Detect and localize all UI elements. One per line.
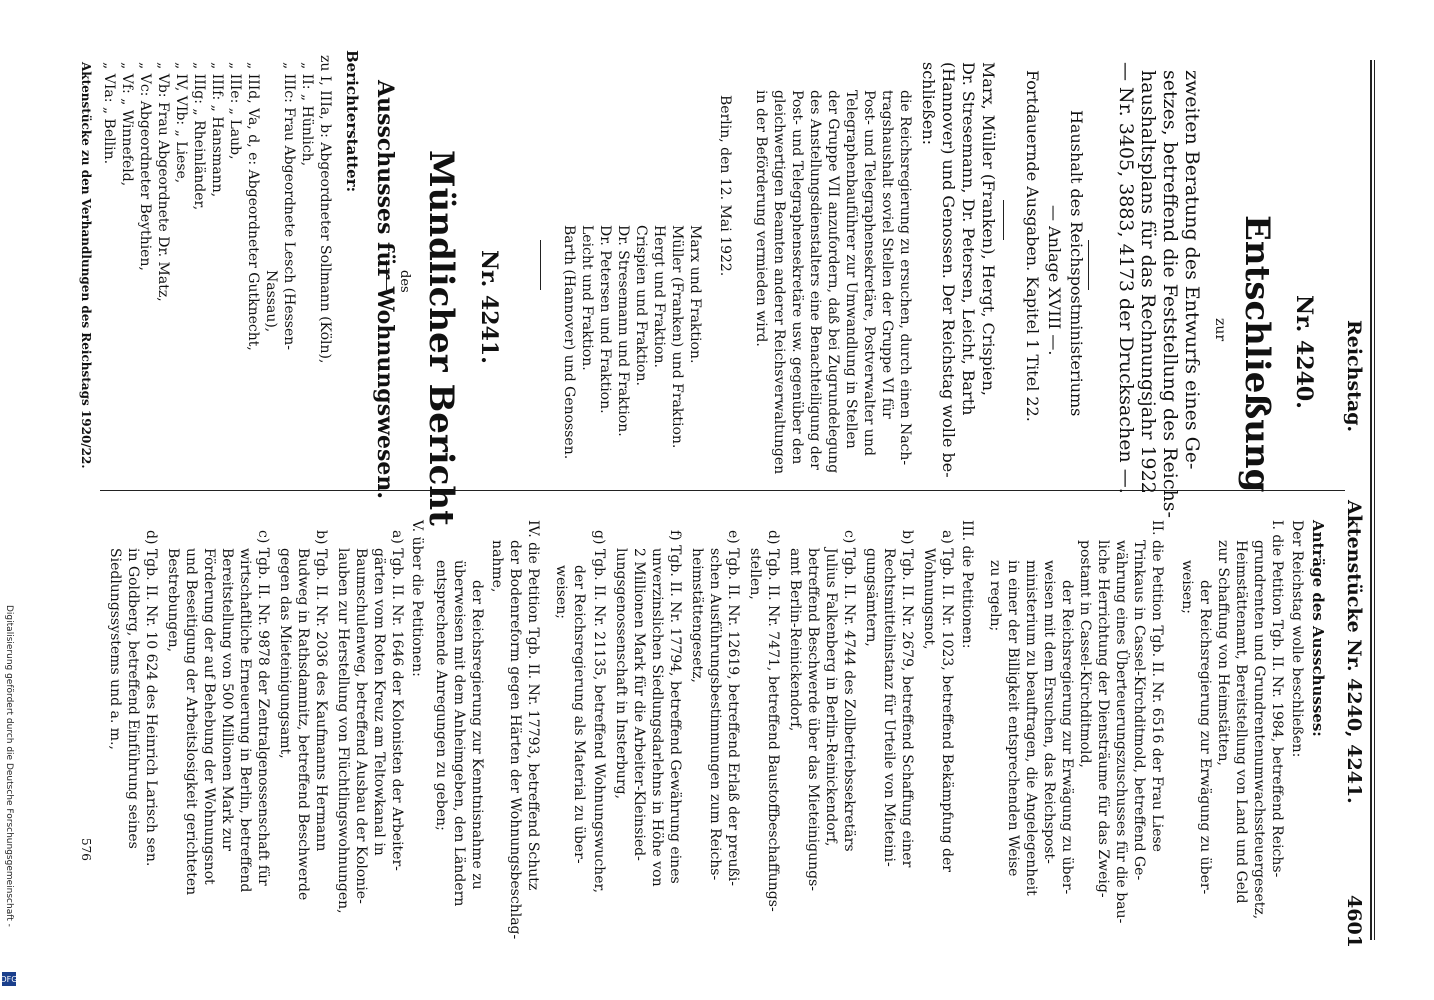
- left-column-line: Nr. 4240.: [1291, 295, 1317, 409]
- right-column-line: der Reichsregierung als Material zu über-: [571, 565, 587, 864]
- right-column-line: b) Tgb. II. Nr. 2036 des Kaufmanns Hermann: [313, 530, 329, 852]
- right-column-line: a) Tgb. II. Nr. 1646 der Kolonisten der Arbeiter-: [389, 530, 405, 871]
- left-column-line: Entschließung: [1237, 215, 1277, 493]
- right-column-line: und Beseitigung der Arbeitslosigkeit gerichteten: [183, 548, 199, 896]
- right-column-line: I. die Petition Tgb. II. Nr. 1984, betreffend Reichs-: [1269, 520, 1285, 878]
- left-column-line: „ IIIc: Frau Abgeordnete Lesch (Hessen-: [281, 62, 297, 351]
- left-column-line: tragshaushalt soviel Stellen der Gruppe VI für: [879, 90, 895, 419]
- left-column-line: „ Vf: „ Winnefeld,: [119, 62, 135, 187]
- left-column-line: der Gruppe VII anzufordern, daß bei Zugrundelegung: [825, 90, 841, 474]
- right-column-line: der Reichsregierung zur Kenntnisnahme zu: [469, 580, 485, 890]
- right-column-line: stellen,: [747, 548, 763, 600]
- right-column-line: II. die Petition Tgb. II. Nr. 6516 der Frau Liese: [1149, 520, 1165, 852]
- left-column-line: Leicht und Fraktion.: [579, 225, 595, 371]
- left-column-line: Nassau),: [263, 270, 279, 333]
- right-column-line: 2 Millionen Mark für die Arbeiter-Kleinsied-: [631, 548, 647, 861]
- right-column-line: Der Reichstag wolle beschließen:: [1289, 520, 1305, 758]
- left-column-line: Hergt und Fraktion.: [651, 225, 667, 368]
- left-column-line: gleichwertigen Beamten anderer Reichsverwaltungen: [771, 90, 787, 475]
- right-column-line: g) Tgb. II. Nr. 21135, betreffend Wohnungswucher,: [591, 530, 607, 894]
- right-column-line: entsprechende Anregungen zu geben;: [433, 560, 449, 831]
- right-column-line: III. die Petitionen:: [959, 520, 975, 649]
- right-column-line: der Reichsregierung zur Erwägung zu über-: [1197, 580, 1213, 895]
- left-column-line: Fortdauernde Ausgaben. Kapitel 1 Titel 22.: [1023, 70, 1042, 422]
- left-column-line: „ VIa: „ Bellin.: [101, 62, 117, 165]
- right-column-line: Rechtsmittelinstanz für Urteile von Mieteini-: [881, 548, 897, 867]
- right-column-line: Förderung der auf Behebung der Wohnungsnot: [201, 548, 217, 885]
- left-column-line: „ IIIf: „ Hansmann,: [209, 62, 225, 198]
- right-column-line: Bestrebungen,: [165, 548, 181, 653]
- right-column-line: Julius Falkenberg in Berlin-Reinickendorf,: [823, 548, 839, 847]
- right-column-line: zur Schaffung von Heimstätten,: [1215, 540, 1231, 766]
- right-column-line: in Goldberg, betreffend Einführung seines: [125, 548, 141, 849]
- right-column-line: in einer der Billigkeit entsprechenden Weise: [1005, 560, 1021, 877]
- left-column-line: des Anstellungsdienstalters eine Benachteiligung der: [807, 90, 823, 470]
- right-column-line: Anträge des Ausschusses:: [1309, 520, 1327, 737]
- left-column-line: Dr. Petersen und Fraktion.: [597, 225, 613, 414]
- right-column-line: lungsgenossenschaft in Insterburg,: [613, 548, 629, 800]
- right-column-line: betreffend Beschwerde über das Mieteinigungs-: [805, 548, 821, 891]
- left-column-line: Marx und Fraktion.: [687, 225, 703, 364]
- left-column-line: Dr. Stresemann und Fraktion.: [615, 225, 631, 437]
- right-column-line: gungsämtern,: [863, 548, 879, 647]
- left-column-line: „ IIId, Va, d, e: Abgeordneter Gutknecht,: [245, 62, 261, 351]
- left-column-line: „ IV, VIb: „ Liese,: [173, 62, 189, 184]
- left-column-line: — Nr. 3405, 3883, 4173 der Drucksachen —.: [1115, 62, 1137, 494]
- left-column-line: Ausschusses für Wohnungswesen.: [372, 80, 398, 500]
- right-column-line: V. über die Petitionen:: [409, 520, 425, 677]
- right-column-line: währung eines Überteuerungszuschusses für die bau-: [1113, 540, 1129, 924]
- left-column-line: setzes, betreffend die Feststellung des Reichs-: [1159, 70, 1181, 518]
- right-column-line: 576: [79, 838, 93, 861]
- right-column-line: Bereitstellung von 500 Millionen Mark zur: [219, 548, 235, 851]
- left-column-line: Marx, Müller (Franken), Hergt, Crispien,: [979, 62, 998, 396]
- left-column-line: Müller (Franken) und Fraktion.: [669, 225, 685, 449]
- right-column-line: f) Tgb. II. Nr. 17794, betreffend Gewährung eines: [667, 530, 683, 884]
- left-column-line: Berichterstatter:: [343, 50, 361, 193]
- digitization-credit: Digitalisierung gefördert durch die Deutsche Forschungsgemeinschaft -: [4, 605, 14, 927]
- left-column-line: Barth (Hannover) und Genossen.: [561, 225, 577, 460]
- left-column-line: Crispien und Fraktion.: [633, 225, 649, 386]
- left-column-line: Dr. Stresemann, Dr. Petersen, Leicht, Barth: [959, 62, 978, 416]
- left-column-line: zu I, IIIa, b: Abgeordneter Sollmann (Köln),: [317, 55, 333, 364]
- right-column-line: nahme,: [489, 540, 505, 593]
- left-column-line: — Anlage XVIII —.: [1045, 205, 1064, 356]
- section-rule-3: [540, 240, 541, 290]
- left-column-line: in der Beförderung vermieden wird.: [753, 90, 769, 347]
- right-column-line: grundrenten und Grundrentenumwachssteuergesetz,: [1251, 540, 1267, 920]
- right-column-line: schen Ausführungsbestimmungen zum Reichs-: [707, 548, 723, 881]
- right-column-line: IV. die Petition Tgb. II. Nr. 17793, betreffend Schutz: [525, 520, 541, 891]
- right-column-line: a) Tgb. II. Nr. 1023, betreffend Bekämpfung der: [939, 530, 955, 872]
- right-column-line: zu regeln;: [987, 560, 1003, 632]
- right-column-line: Budweg in Rathsdamnitz, betreffend Beschwerde: [295, 548, 311, 901]
- right-column-line: Trinkaus in Cassel-Kirchditmold, betreffend Ge-: [1131, 540, 1147, 881]
- right-column-line: c) Tgb. II. Nr. 4744 des Zollbetriebssekretärs: [841, 530, 857, 852]
- header-rule-thin: [1374, 60, 1375, 940]
- left-column-line: Nr. 4241.: [476, 250, 502, 364]
- left-column-line: „ II: „ Hünlich,: [299, 62, 315, 167]
- right-column-line: gegen das Mieteinigungsamt,: [277, 548, 293, 759]
- right-column-line: d) Tgb. II. Nr. 10 624 des Heinrich Larisch sen.: [143, 530, 159, 867]
- left-column-line: die Reichsregierung zu ersuchen, durch einen Nach-: [897, 90, 913, 466]
- left-column-line: haushaltsplans für das Rechnungsjahr 1922: [1137, 70, 1159, 494]
- right-column-line: weisen;: [553, 565, 569, 619]
- left-column-line: „ Vb: Frau Abgeordnete Dr. Matz,: [155, 62, 171, 302]
- right-column-line: ministerium zu beauftragen, die Angelegenheit: [1023, 560, 1039, 896]
- left-column-line: „ IIIg: „ Rheinländer,: [191, 62, 207, 211]
- left-column-line: Berlin, den 12. Mai 1922.: [717, 95, 733, 277]
- left-column-line: Mündlicher Bericht: [421, 150, 461, 526]
- left-column-line: zur: [1212, 318, 1228, 342]
- right-column-line: amt Berlin-Reinickendorf,: [787, 548, 803, 732]
- right-column-line: d) Tgb. II. Nr. 7471, betreffend Baustoffbeschaffungs-: [765, 530, 781, 912]
- left-column-line: des: [397, 270, 412, 293]
- right-column-line: der Bodenreform gegen Härten der Wohnungsbeschlag-: [507, 540, 523, 940]
- right-column-line: b) Tgb. II. Nr. 2679, betreffend Schaffung einer: [899, 530, 915, 868]
- section-rule-1: [1088, 240, 1089, 290]
- right-column-line: überweisen mit dem Anheimgeben, den Ländern: [451, 560, 467, 907]
- left-column-line: schließen:: [919, 62, 938, 146]
- left-column-line: Telegraphenbauführer zur Umwandlung in Stellen: [843, 90, 859, 449]
- right-column-line: e) Tgb. II. Nr. 12619, betreffend Erlaß der preußi-: [725, 530, 741, 887]
- section-rule-2: [1003, 200, 1004, 240]
- right-column-line: Heimstättenamt, Bereitstellung von Land und Geld: [1233, 540, 1249, 904]
- header-rule: [1370, 60, 1372, 940]
- right-column-line: unverzinslichen Siedlungsdarlehns in Höhe von: [649, 548, 665, 887]
- dfg-logo: DFG: [2, 972, 16, 986]
- right-column-line: weisen mit dem Ersuchen, das Reichspost-: [1041, 560, 1057, 864]
- right-column-line: Wohnungsnot,: [921, 548, 937, 650]
- right-column-line: liche Herrichtung der Diensträume für das Zweig-: [1095, 540, 1111, 898]
- left-column-line: zweiten Beratung des Entwurfs eines Ge-: [1181, 70, 1203, 470]
- left-column-line: Post- und Telegraphensekretäre, Postverwalter und: [861, 90, 877, 456]
- running-head-left: Reichstag.: [1343, 320, 1365, 433]
- page-number: 4601: [1343, 895, 1365, 948]
- left-column-line: Post- und Telegraphensekretäre usw. gegenüber den: [789, 90, 805, 465]
- left-column-line: Haushalt des Reichspostministeriums: [1067, 110, 1086, 417]
- left-column-line: Aktenstücke zu den Verhandlungen des Reichstags 1920/22.: [79, 62, 93, 469]
- right-column-line: gärten vom Roten Kreuz am Teltowkanal in: [371, 548, 387, 856]
- left-column-line: „ Vc: Abgeordneter Beythien,: [137, 62, 153, 271]
- right-column-line: lauben zur Herstellung von Flüchtlingswohnungen,: [335, 548, 351, 914]
- left-column-line: (Hannover) und Genossen. Der Reichstag wolle be-: [939, 62, 958, 478]
- right-column-line: c) Tgb. II. Nr. 9878 der Zentralgenossenschaft für: [255, 530, 271, 886]
- right-column-line: postamt in Cassel-Kirchditmold,: [1077, 540, 1093, 768]
- running-head-center: Aktenstücke Nr. 4240, 4241.: [1343, 500, 1365, 804]
- right-column-line: der Reichsregierung zur Erwägung zu über-: [1059, 580, 1075, 895]
- right-column-line: weisen;: [1179, 560, 1195, 614]
- right-column-line: heimstättengesetz,: [689, 548, 705, 683]
- right-column-line: wirtschaftliche Erneuerung in Berlin, betreffend: [237, 548, 253, 893]
- left-column-line: „ IIIe: „ Laub,: [227, 62, 243, 160]
- right-column-line: Baumschulenweg, betreffend Ausbau der Kolonie-: [353, 548, 369, 904]
- right-column-line: Siedlungssystems und a. m.,: [107, 548, 123, 750]
